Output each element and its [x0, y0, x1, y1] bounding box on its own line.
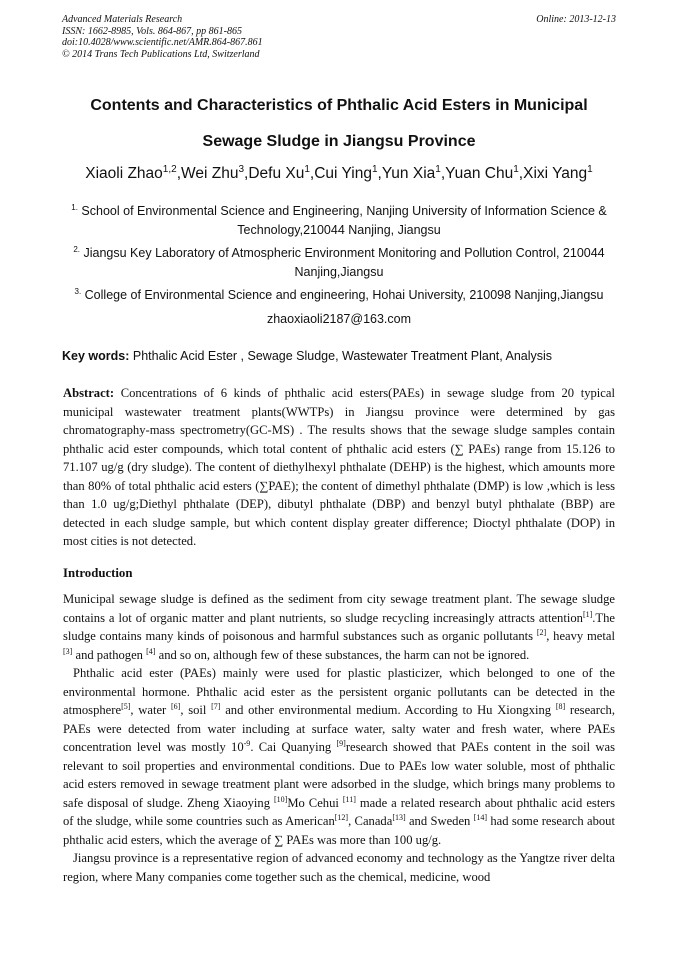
abstract-text: Concentrations of 6 kinds of phthalic acid esters(PAEs) in sewage sludge from 20 typical municipal wastewater treatment plants(WWTPs) in Jiangsu province were determined by gas chromatography-mass spectrometry(GC-MS) . The results shows that the sewage sludge samples contain phthalic acid ester compounds, which total content of phthalic acid esters (∑ PAEs) range from 15.126 to 71.107 ug/g (dry sludge). The content of diethylhexyl phthalate (DEHP) is the highest, which amounts more than 80% of total phthalic acid esters (∑PAE); the content of dimethyl phthalate (DMP) is low ,which is less than 1.0 ug/g;Diethyl phthalate (DEP), dibutyl phthalate (DBP) and benzyl butyl phthalate (BBP) are detected in each sludge sample, but which content display greater difference; Dioctyl phthalate (DOP) in most cities is not detected.	[63, 386, 615, 548]
issn-line: ISSN: 1662-8985, Vols. 864-867, pp 861-865	[62, 25, 242, 37]
author: Xixi Yang$^1$	[523, 163, 593, 182]
abstract-label: Abstract:	[63, 386, 115, 400]
paper-title	[40, 88, 638, 160]
author-list	[40, 165, 638, 183]
copyright-line: © 2014 Trans Tech Publications Ltd, Switzerland	[62, 48, 260, 60]
running-header	[62, 14, 616, 60]
affiliation-1: $^{1.}$ School of Environmental Science and Engineering, Nanjing University of Information Science & Technology,210044 Nanjing, Jiangsu	[71, 202, 607, 237]
abstract	[63, 384, 615, 551]
author: Yuan Chu$^1$,	[445, 163, 524, 182]
author: Yun Xia$^1$,	[381, 163, 446, 182]
author: Cui Ying$^1$,	[314, 163, 382, 182]
author: Wei Zhu$^3$,	[181, 163, 249, 182]
doi-line: doi:10.4028/www.scientific.net/AMR.864-867.861	[62, 37, 263, 48]
introduction-body	[63, 590, 615, 886]
title-line-2: Sewage Sludge in Jiangsu Province	[202, 133, 476, 150]
contact-email: zhaoxiaoli2187@163.com	[266, 312, 412, 326]
affiliation-2: $^{2.}$ Jiangsu Key Laboratory of Atmospheric Environment Monitoring and Pollution Control, 210044 Nanjing,Jiangsu	[73, 244, 605, 279]
keywords: Key words: Phthalic Acid Ester , Sewage Sludge, Wastewater Treatment Plant, Analysis	[62, 349, 553, 363]
author: Defu Xu$^1$,	[248, 163, 315, 182]
section-heading-introduction: Introduction	[63, 566, 133, 580]
author: Xiaoli Zhao$^{1,2}$,	[85, 163, 182, 182]
title-line-1: Contents and Characteristics of Phthalic Acid Esters in Municipal	[90, 97, 588, 114]
affiliation-3: $^{3.}$ College of Environmental Science and engineering, Hohai University, 210098 Nanjing,Jiangsu	[74, 286, 604, 302]
journal-name: Advanced Materials Research	[62, 14, 183, 25]
paragraph-3: Jiangsu province is a representative region of advanced economy and technology as the Yangtze river delta region, where Many companies come together such as the chemical, medicine, wood	[63, 851, 615, 884]
paragraph-2: Phthalic acid ester (PAEs) mainly were used for plastic plasticizer, which belonged to one of the environmental hormone. Phthalic acid ester as the persistent organic pollutants can be detected in the atmosphere[5], water [6], soil [7] and other environmental medium. According to Hu Xiongxing [8] research, PAEs were detected from water including at surface water, salty water and fresh water, where PAEs concentration level was mostly $10^{-9}$. Cai Quanying [9]research showed that PAEs content in the soil was relevant to soil properties and environmental conditions. Due to PAEs low water soluble, most of phthalic acid esters removed in sewage treatment plant were adsorbed in the sludge, which brings many problems to safe disposal of sludge. Zheng Xiaoying [10]Mo Cehui [11] made a related research about phthalic acid esters of the sludge, while some countries such as American[12], Canada[13] and Sweden [14] had some research about phthalic acid esters, which the average of ∑ PAEs was more than 100 ug/g.	[63, 666, 616, 847]
online-date: Online: 2013-12-13	[536, 14, 616, 25]
paragraph-1: Municipal sewage sludge is defined as the sediment from city sewage treatment plant. The sewage sludge contains a lot of organic matter and plant nutrients, so sludge recycling increasingly attracts attention[1].The sludge contains many kinds of poisonous and harmful substances such as organic pollutants [2], heavy metal [3] and pathogen [4] and so on, although few of these substances, the harm can not be ignored.	[63, 592, 615, 662]
